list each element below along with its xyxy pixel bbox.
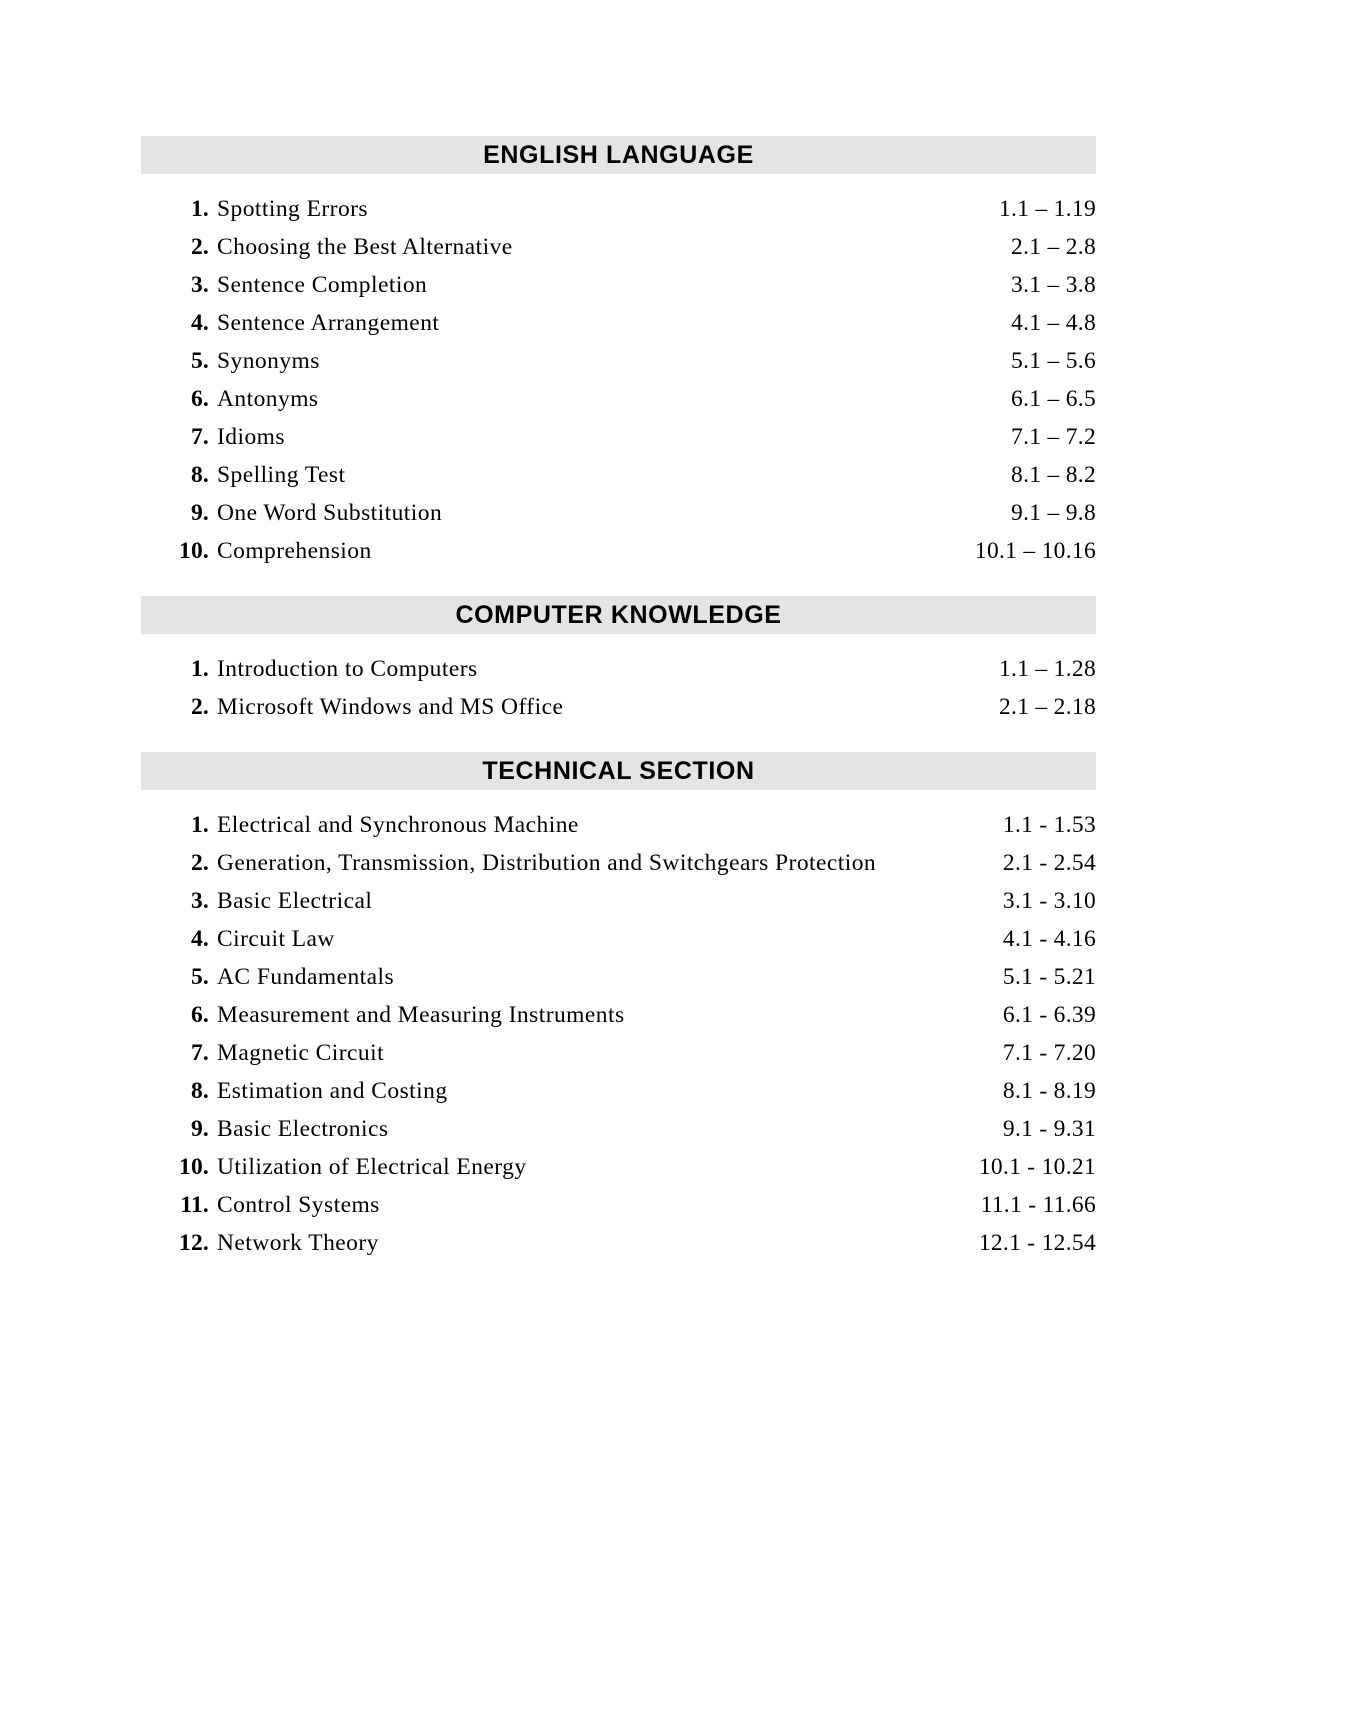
entry-number: 10.	[179, 1154, 209, 1180]
toc-content	[141, 136, 1096, 1268]
entry-number: 5.	[190, 964, 209, 990]
toc-entry[interactable]	[141, 1230, 1096, 1268]
entry-number: 9.	[190, 500, 209, 526]
entry-title: Spelling Test	[217, 462, 346, 488]
entry-title: Microsoft Windows and MS Office	[217, 694, 564, 720]
toc-entry[interactable]	[141, 1078, 1096, 1116]
toc-entry[interactable]	[141, 272, 1096, 310]
toc-entry[interactable]	[141, 234, 1096, 272]
entry-pages: 10.1 – 10.16	[974, 538, 1096, 564]
toc-entry[interactable]	[141, 348, 1096, 386]
entry-number: 9.	[190, 1116, 209, 1142]
entry-pages: 9.1 – 9.8	[1011, 500, 1096, 526]
entry-title: One Word Substitution	[217, 500, 443, 526]
entry-pages: 7.1 - 7.20	[1002, 1040, 1096, 1066]
toc-entry[interactable]	[141, 1116, 1096, 1154]
entry-pages: 10.1 - 10.21	[978, 1154, 1096, 1180]
entry-number: 12.	[179, 1230, 209, 1256]
toc-entry[interactable]	[141, 1002, 1096, 1040]
entry-list-technical-section	[141, 812, 1096, 1268]
entry-number: 6.	[190, 1002, 209, 1028]
entry-title: AC Fundamentals	[217, 964, 395, 990]
entry-number: 8.	[190, 462, 209, 488]
entry-number: 7.	[190, 1040, 209, 1066]
toc-entry[interactable]	[141, 812, 1096, 850]
entry-pages: 5.1 – 5.6	[1011, 348, 1096, 374]
entry-title: Introduction to Computers	[217, 656, 478, 682]
entry-pages: 3.1 – 3.8	[1011, 272, 1096, 298]
toc-entry[interactable]	[141, 926, 1096, 964]
section-header-english-language	[141, 136, 1096, 174]
entry-pages: 2.1 – 2.18	[999, 694, 1096, 720]
entry-number: 3.	[190, 272, 209, 298]
section-title: ENGLISH LANGUAGE	[483, 141, 754, 169]
entry-number: 1.	[190, 812, 209, 838]
entry-list-english-language	[141, 196, 1096, 576]
entry-number: 10.	[179, 538, 209, 564]
entry-title: Comprehension	[217, 538, 372, 564]
spacer	[141, 174, 1096, 196]
entry-number: 2.	[190, 694, 209, 720]
entry-pages: 2.1 – 2.8	[1011, 234, 1096, 260]
entry-pages: 6.1 – 6.5	[1011, 386, 1096, 412]
entry-title: Basic Electronics	[217, 1116, 389, 1142]
entry-number: 4.	[190, 926, 209, 952]
toc-entry[interactable]	[141, 694, 1096, 732]
entry-title: Estimation and Costing	[217, 1078, 448, 1104]
entry-pages: 1.1 - 1.53	[1002, 812, 1096, 838]
toc-entry[interactable]	[141, 888, 1096, 926]
entry-title: Sentence Arrangement	[217, 310, 440, 336]
entry-number: 7.	[190, 424, 209, 450]
entry-pages: 4.1 – 4.8	[1011, 310, 1096, 336]
section-header-technical-section	[141, 752, 1096, 790]
entry-pages: 8.1 - 8.19	[1002, 1078, 1096, 1104]
entry-title: Utilization of Electrical Energy	[217, 1154, 527, 1180]
toc-entry[interactable]	[141, 500, 1096, 538]
entry-title: Synonyms	[217, 348, 320, 374]
entry-pages: 11.1 - 11.66	[980, 1192, 1096, 1218]
entry-title: Idioms	[217, 424, 285, 450]
toc-entry[interactable]	[141, 196, 1096, 234]
entry-number: 1.	[190, 656, 209, 682]
toc-entry[interactable]	[141, 538, 1096, 576]
toc-entry[interactable]	[141, 656, 1096, 694]
entry-title: Magnetic Circuit	[217, 1040, 385, 1066]
spacer	[141, 576, 1096, 596]
toc-entry[interactable]	[141, 424, 1096, 462]
entry-number: 2.	[190, 234, 209, 260]
entry-title: Generation, Transmission, Distribution and Switchgears Protection	[217, 850, 877, 876]
entry-title: Circuit Law	[217, 926, 335, 952]
entry-pages: 8.1 – 8.2	[1011, 462, 1096, 488]
entry-title: Sentence Completion	[217, 272, 428, 298]
entry-number: 4.	[190, 310, 209, 336]
entry-title: Basic Electrical	[217, 888, 373, 914]
entry-number: 1.	[190, 196, 209, 222]
spacer	[141, 732, 1096, 752]
toc-entry[interactable]	[141, 310, 1096, 348]
entry-title: Electrical and Synchronous Machine	[217, 812, 579, 838]
toc-entry[interactable]	[141, 1040, 1096, 1078]
toc-entry[interactable]	[141, 462, 1096, 500]
entry-title: Network Theory	[217, 1230, 379, 1256]
entry-pages: 3.1 - 3.10	[1002, 888, 1096, 914]
entry-title: Choosing the Best Alternative	[217, 234, 513, 260]
entry-number: 6.	[190, 386, 209, 412]
toc-entry[interactable]	[141, 1154, 1096, 1192]
spacer	[141, 790, 1096, 812]
toc-entry[interactable]	[141, 1192, 1096, 1230]
entry-number: 8.	[190, 1078, 209, 1104]
entry-title: Measurement and Measuring Instruments	[217, 1002, 625, 1028]
entry-number: 11.	[180, 1192, 209, 1218]
entry-pages: 7.1 – 7.2	[1011, 424, 1096, 450]
toc-entry[interactable]	[141, 850, 1096, 888]
toc-entry[interactable]	[141, 386, 1096, 424]
spacer	[141, 634, 1096, 656]
entry-number: 2.	[190, 850, 209, 876]
entry-pages: 6.1 - 6.39	[1002, 1002, 1096, 1028]
entry-pages: 4.1 - 4.16	[1002, 926, 1096, 952]
entry-list-computer-knowledge	[141, 656, 1096, 732]
entry-pages: 9.1 - 9.31	[1002, 1116, 1096, 1142]
section-title: TECHNICAL SECTION	[482, 757, 755, 785]
section-header-computer-knowledge	[141, 596, 1096, 634]
entry-number: 3.	[190, 888, 209, 914]
toc-entry[interactable]	[141, 964, 1096, 1002]
entry-title: Spotting Errors	[217, 196, 369, 222]
entry-pages: 2.1 - 2.54	[1002, 850, 1096, 876]
entry-title: Antonyms	[217, 386, 319, 412]
entry-pages: 12.1 - 12.54	[978, 1230, 1096, 1256]
entry-number: 5.	[190, 348, 209, 374]
entry-pages: 1.1 – 1.28	[999, 656, 1096, 682]
entry-pages: 5.1 - 5.21	[1002, 964, 1096, 990]
section-title: COMPUTER KNOWLEDGE	[455, 601, 782, 629]
entry-title: Control Systems	[217, 1192, 380, 1218]
entry-pages: 1.1 – 1.19	[999, 196, 1096, 222]
